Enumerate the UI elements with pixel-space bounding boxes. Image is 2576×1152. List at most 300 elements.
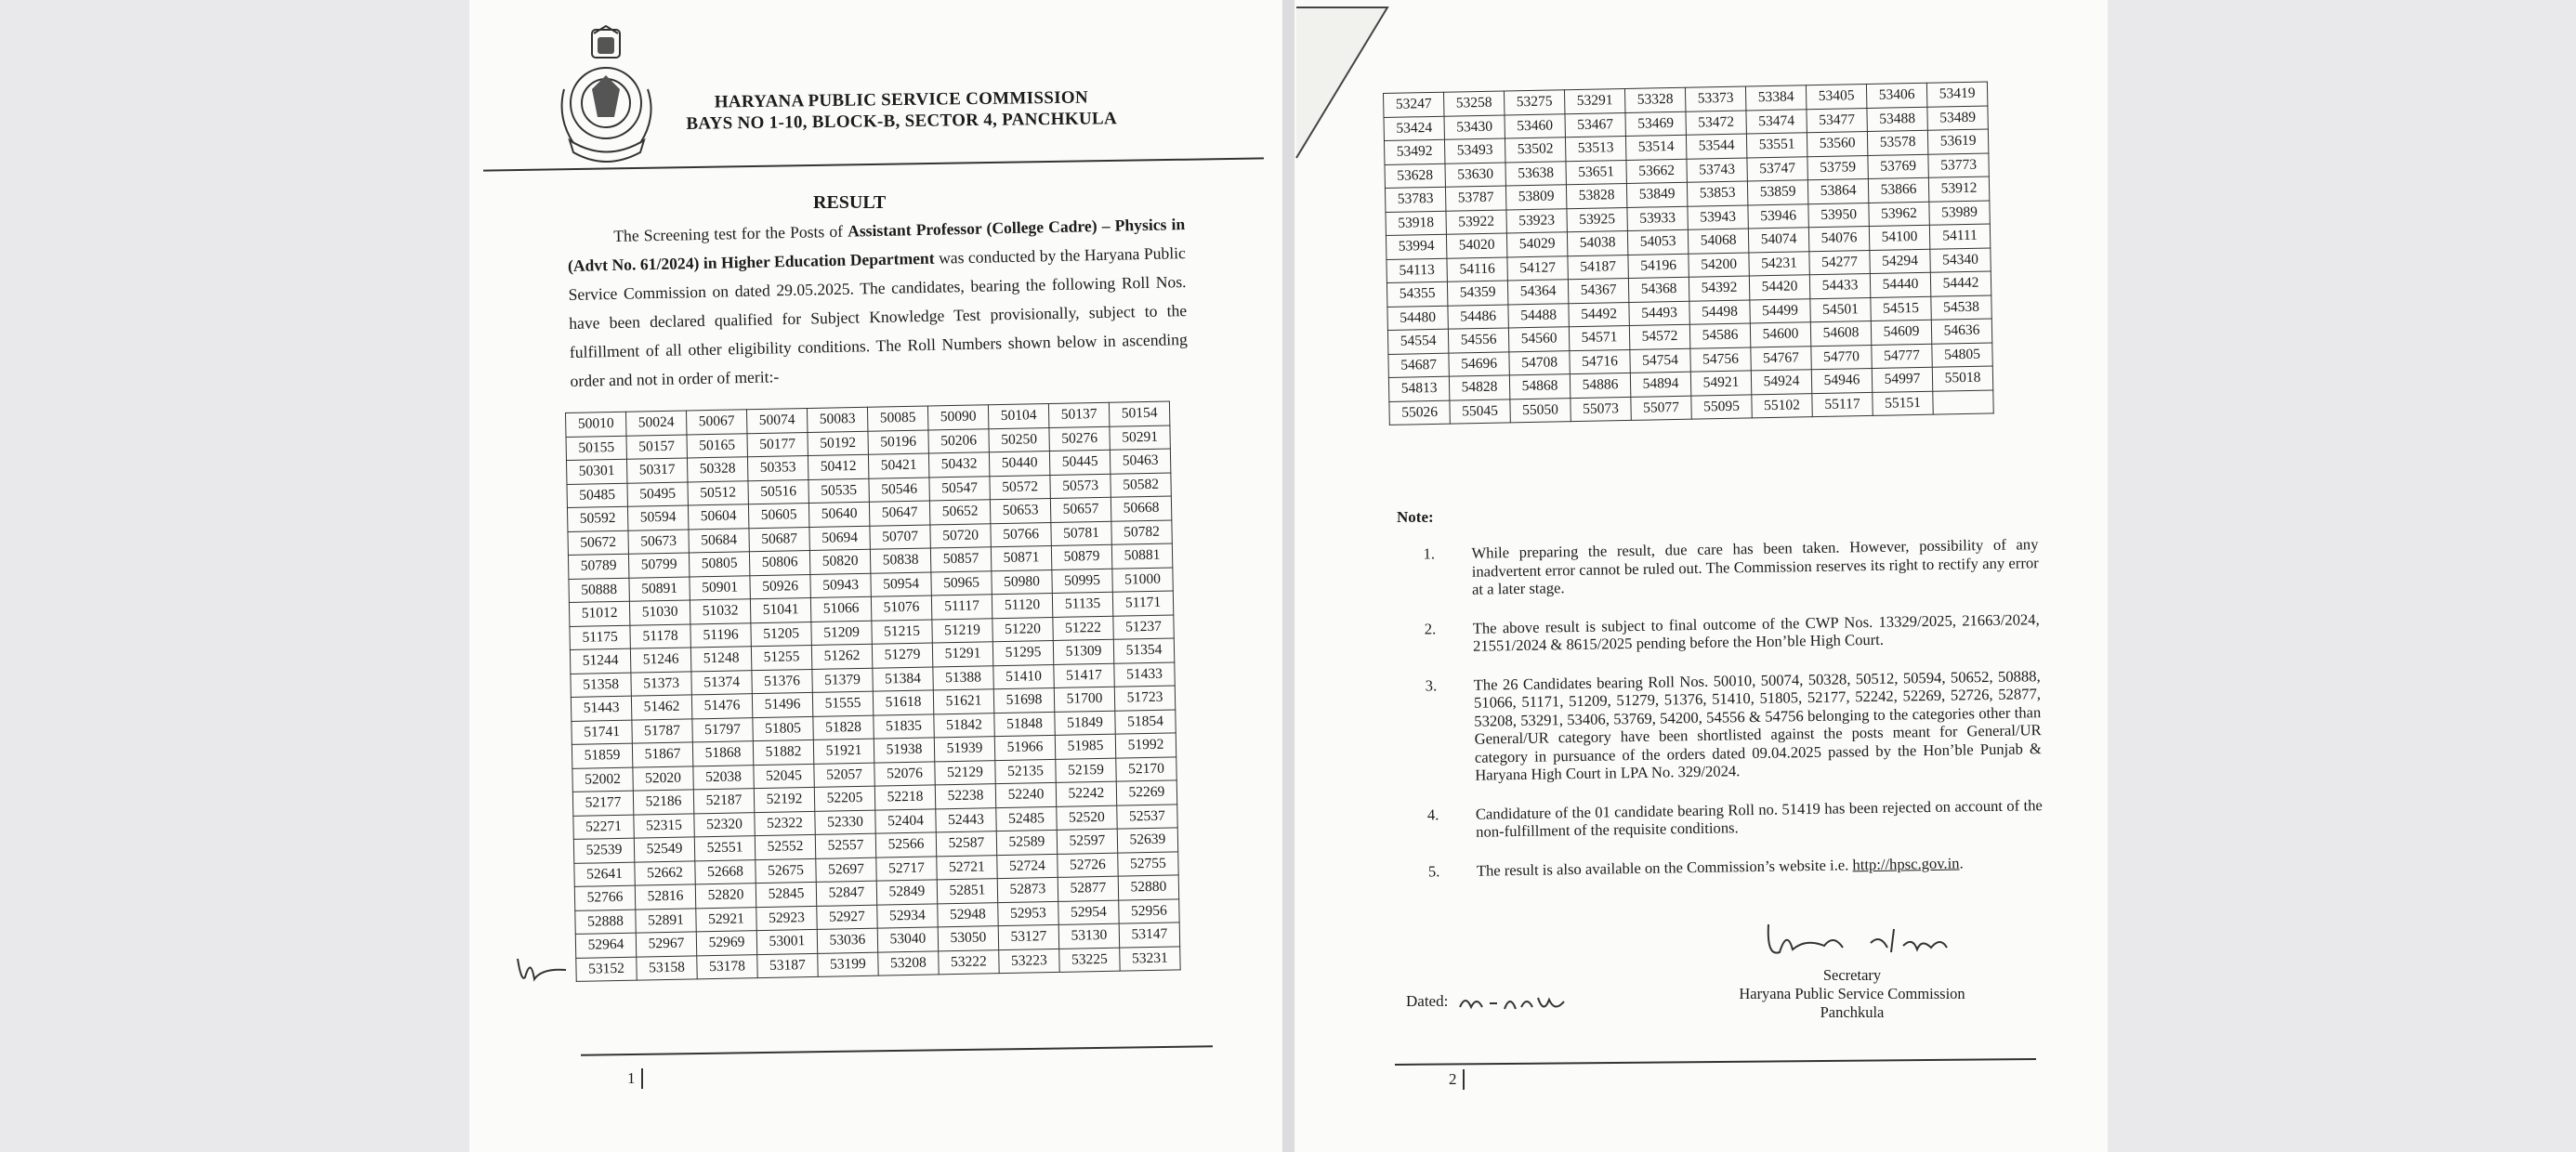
roll-number-cell: 53922 bbox=[1446, 209, 1506, 234]
roll-number-cell: 52404 bbox=[875, 808, 936, 833]
roll-number-cell: 52076 bbox=[874, 761, 935, 786]
roll-number-cell: 54294 bbox=[1870, 249, 1930, 274]
roll-number-cell: 54340 bbox=[1930, 247, 1991, 272]
roll-number-cell: 53950 bbox=[1808, 203, 1869, 228]
dated-label: Dated: bbox=[1406, 991, 1449, 1010]
roll-number-cell: 51248 bbox=[690, 647, 751, 672]
roll-number-cell: 50891 bbox=[629, 576, 690, 601]
roll-number-cell: 54813 bbox=[1388, 376, 1449, 401]
roll-number-cell: 53925 bbox=[1567, 207, 1627, 232]
roll-number-cell: 54493 bbox=[1629, 301, 1689, 326]
roll-number-cell: 50206 bbox=[928, 428, 989, 453]
roll-number-cell: 50137 bbox=[1048, 402, 1109, 427]
roll-number-cell: 50881 bbox=[1111, 543, 1172, 569]
roll-number-cell: 54355 bbox=[1387, 281, 1447, 307]
roll-number-cell: 54367 bbox=[1568, 278, 1628, 303]
roll-number-cell: 54359 bbox=[1447, 281, 1507, 306]
roll-number-cell: 54600 bbox=[1750, 322, 1810, 347]
roll-number-cell: 51030 bbox=[629, 600, 690, 625]
org-address: BAYS NO 1-10, BLOCK-B, SECTOR 4, PANCHKULA bbox=[686, 109, 1118, 134]
roll-number-cell: 54886 bbox=[1570, 373, 1630, 398]
roll-number-cell: 51120 bbox=[992, 593, 1052, 618]
roll-number-cell: 51496 bbox=[752, 692, 812, 717]
note-item bbox=[1402, 853, 2044, 881]
roll-number-cell: 53962 bbox=[1869, 202, 1929, 227]
roll-number-cell: 53787 bbox=[1445, 186, 1505, 211]
note-item bbox=[1400, 667, 2043, 786]
roll-number-cell: 54480 bbox=[1387, 306, 1448, 331]
roll-number-cell: 54777 bbox=[1872, 344, 1932, 369]
roll-number-cell: 53514 bbox=[1625, 135, 1686, 160]
roll-number-cell: 50652 bbox=[929, 500, 990, 525]
roll-number-cell: 52820 bbox=[695, 884, 756, 909]
roll-number-cell: 51041 bbox=[750, 597, 810, 622]
roll-number-cell: 53994 bbox=[1386, 234, 1446, 259]
roll-number-cell: 52322 bbox=[755, 811, 815, 836]
roll-number-cell: 54560 bbox=[1508, 327, 1569, 352]
roll-number-cell: 51985 bbox=[1055, 734, 1115, 759]
roll-number-cell: 52923 bbox=[756, 906, 817, 931]
roll-number-cell: 54767 bbox=[1751, 346, 1811, 371]
roll-number-cell: 53628 bbox=[1385, 164, 1445, 189]
roll-number-cell: 50485 bbox=[567, 483, 627, 508]
signature-block bbox=[1685, 938, 2019, 1022]
roll-number-cell: 54554 bbox=[1387, 329, 1448, 354]
roll-number-cell: 53158 bbox=[637, 955, 697, 980]
roll-number-cell: 52315 bbox=[634, 813, 694, 838]
roll-number-cell: 50085 bbox=[867, 406, 927, 431]
roll-number-cell: 51882 bbox=[753, 740, 813, 765]
roll-number-cell: 52953 bbox=[998, 901, 1058, 926]
roll-number-cell: 52755 bbox=[1118, 851, 1178, 876]
roll-number-cell: 50954 bbox=[871, 571, 931, 596]
roll-number-cell: 50707 bbox=[870, 524, 930, 549]
roll-number-cell: 54894 bbox=[1630, 372, 1690, 397]
roll-number-cell: 50546 bbox=[869, 477, 929, 502]
roll-number-cell: 53223 bbox=[999, 949, 1059, 974]
roll-number-cell: 50838 bbox=[870, 548, 930, 573]
roll-number-cell: 51462 bbox=[631, 695, 691, 720]
roll-number-cell: 51848 bbox=[994, 712, 1055, 737]
roll-number-cell: 50766 bbox=[991, 522, 1051, 547]
note-text bbox=[1473, 610, 2041, 656]
roll-number-cell: 54572 bbox=[1629, 324, 1689, 349]
roll-number-cell: 51255 bbox=[751, 645, 811, 670]
roll-number-cell: 51196 bbox=[690, 622, 751, 648]
roll-number-cell: 50573 bbox=[1050, 474, 1111, 499]
roll-number-cell: 53231 bbox=[1120, 946, 1180, 971]
roll-number-cell: 51175 bbox=[570, 625, 630, 650]
roll-number-cell: 50157 bbox=[626, 434, 687, 459]
roll-number-cell: 53291 bbox=[1564, 88, 1624, 113]
roll-number-cell: 53127 bbox=[998, 924, 1058, 949]
note-number: 2. bbox=[1424, 619, 1437, 638]
roll-number-cell: 53651 bbox=[1566, 160, 1626, 185]
handwritten-date-icon bbox=[1452, 987, 1583, 1018]
roll-number-cell: 53578 bbox=[1867, 130, 1927, 155]
notes-list bbox=[1397, 515, 2044, 881]
roll-number-cell: 50805 bbox=[689, 552, 749, 577]
roll-number-cell: 50412 bbox=[808, 454, 868, 479]
roll-number-cell: 50572 bbox=[990, 475, 1050, 500]
roll-number-cell: 50516 bbox=[748, 479, 808, 504]
roll-number-cell: 52954 bbox=[1058, 900, 1119, 925]
roll-number-cell: 53638 bbox=[1505, 161, 1566, 186]
roll-number-cell: 51992 bbox=[1115, 733, 1176, 758]
roll-number-cell: 51966 bbox=[994, 735, 1055, 760]
roll-number-cell: 52566 bbox=[875, 832, 936, 857]
roll-number-cell: 50799 bbox=[628, 553, 689, 578]
roll-number-cell: 52948 bbox=[938, 902, 998, 927]
roll-number-cell: 53467 bbox=[1565, 112, 1625, 137]
roll-number-cell: 53912 bbox=[1928, 177, 1989, 202]
note-text bbox=[1471, 535, 2039, 598]
note-number: 3. bbox=[1425, 675, 1438, 695]
roll-number-cell: 52934 bbox=[877, 903, 938, 928]
roll-number-cell: 53477 bbox=[1807, 108, 1867, 133]
note-item bbox=[1397, 535, 2039, 599]
roll-number-cell: 52721 bbox=[937, 855, 997, 880]
roll-number-cell: 51388 bbox=[933, 665, 993, 690]
roll-number-cell: 52192 bbox=[754, 787, 814, 812]
roll-number-cell: 54038 bbox=[1567, 230, 1627, 255]
roll-number-cell: 54687 bbox=[1388, 353, 1449, 378]
roll-number-cell: 51621 bbox=[933, 689, 993, 714]
roll-number-cell: 50604 bbox=[688, 504, 748, 530]
roll-number-cell: 52589 bbox=[996, 830, 1057, 855]
roll-number-cell: 54946 bbox=[1811, 368, 1872, 393]
roll-number-cell: 52186 bbox=[633, 790, 693, 815]
roll-number-cell: 51373 bbox=[631, 671, 691, 696]
roll-number-cell: 52888 bbox=[575, 910, 636, 935]
roll-number-cell: 50547 bbox=[929, 476, 990, 501]
note-text-body: While preparing the result, due care has been taken. However, possibility of any inadvertent error cannot be ruled out. The Commission reserves its right to rectify any error at a later stage. bbox=[1471, 535, 2039, 598]
roll-number-cell: 51443 bbox=[571, 696, 631, 721]
roll-number-cell: 52135 bbox=[995, 759, 1056, 784]
roll-number-cell: 52552 bbox=[755, 834, 815, 859]
roll-number-cell: 54538 bbox=[1931, 295, 1991, 320]
roll-number-cell: 50782 bbox=[1111, 519, 1172, 544]
note-text bbox=[1474, 667, 2043, 785]
roll-number-cell: 53036 bbox=[817, 928, 877, 953]
note-item bbox=[1401, 796, 2044, 843]
roll-number-cell: 54076 bbox=[1808, 226, 1869, 251]
roll-number-cell: 50440 bbox=[989, 451, 1049, 476]
roll-number-cell: 53208 bbox=[878, 950, 939, 975]
roll-number-cell: 50445 bbox=[1049, 450, 1110, 475]
roll-number-cell: 52726 bbox=[1058, 853, 1118, 878]
roll-number-cell: 50328 bbox=[687, 457, 747, 482]
roll-number-cell: 51828 bbox=[813, 715, 874, 740]
roll-number-cell: 53472 bbox=[1686, 110, 1746, 135]
roll-number-cell: 52020 bbox=[633, 766, 693, 791]
roll-number-cell: 50901 bbox=[690, 575, 750, 600]
roll-number-cell: 50165 bbox=[687, 433, 747, 458]
roll-number-cell: 54997 bbox=[1872, 367, 1932, 392]
footer-divider bbox=[1395, 1058, 2036, 1066]
roll-number-cell: 52964 bbox=[575, 933, 636, 958]
roll-number-cell: 52269 bbox=[1116, 780, 1176, 805]
roll-number-cell: 50291 bbox=[1110, 425, 1170, 451]
note-number: 4. bbox=[1426, 805, 1439, 824]
roll-number-cell: 50512 bbox=[688, 480, 748, 505]
roll-number-cell: 54921 bbox=[1690, 371, 1751, 396]
roll-number-cell: 53933 bbox=[1627, 206, 1688, 231]
roll-number-cell: 54716 bbox=[1570, 349, 1630, 374]
roll-number-cell: 51279 bbox=[872, 643, 932, 668]
roll-number-cell: 50605 bbox=[748, 503, 808, 528]
roll-number-cell: 52845 bbox=[756, 882, 816, 907]
roll-number-cell: 55095 bbox=[1691, 394, 1752, 419]
roll-number-cell: 55077 bbox=[1631, 396, 1691, 421]
roll-number-cell: 50995 bbox=[1052, 569, 1112, 594]
roll-number-cell: 53489 bbox=[1927, 106, 1988, 131]
roll-number-cell: 50789 bbox=[568, 554, 628, 579]
roll-number-cell: 55026 bbox=[1389, 400, 1450, 425]
roll-number-cell: 50582 bbox=[1111, 472, 1171, 497]
roll-number-cell: 51433 bbox=[1114, 661, 1175, 687]
note-text-body: The result is also available on the Commission’s website i.e. bbox=[1476, 855, 1853, 880]
roll-number-cell: 51222 bbox=[1053, 616, 1113, 641]
roll-number-cell: 50980 bbox=[992, 569, 1052, 595]
roll-number-cell: 53783 bbox=[1385, 187, 1445, 212]
roll-number-cell: 50104 bbox=[988, 404, 1048, 429]
roll-number-cell: 50673 bbox=[628, 529, 689, 554]
roll-number-cell: 51374 bbox=[691, 670, 752, 695]
page-number: 1 bbox=[627, 1069, 636, 1087]
roll-number-cell: 50668 bbox=[1111, 496, 1171, 521]
roll-number-cell: 53747 bbox=[1747, 156, 1807, 181]
roll-number-cell: 53864 bbox=[1807, 178, 1868, 203]
roll-number-cell: 52187 bbox=[693, 789, 754, 814]
roll-number-cell: 54492 bbox=[1569, 302, 1629, 327]
roll-number-cell: 50871 bbox=[991, 545, 1051, 570]
roll-number-cell: 52129 bbox=[935, 760, 995, 785]
roll-number-cell: 53849 bbox=[1626, 182, 1687, 207]
roll-number-cell: 51220 bbox=[992, 617, 1053, 642]
roll-number-cell: 53424 bbox=[1384, 116, 1444, 141]
roll-number-cell: 53469 bbox=[1625, 111, 1686, 137]
roll-number-cell: 51939 bbox=[934, 737, 994, 762]
roll-number-cell: 53544 bbox=[1686, 134, 1746, 159]
roll-number-cell: 54868 bbox=[1509, 374, 1570, 399]
roll-number-cell: 53147 bbox=[1119, 923, 1179, 948]
roll-number-cell: 52240 bbox=[995, 782, 1056, 807]
roll-number-cell: 54696 bbox=[1449, 351, 1509, 376]
roll-number-cell: 54074 bbox=[1748, 228, 1808, 253]
roll-number-cell: 52641 bbox=[574, 862, 635, 887]
roll-number-cell: 51868 bbox=[692, 741, 753, 766]
roll-number-cell: 52851 bbox=[937, 879, 997, 904]
roll-number-cell: 50720 bbox=[930, 523, 991, 548]
page-number: 2 bbox=[1449, 1070, 1457, 1088]
roll-number-cell: 54113 bbox=[1387, 258, 1447, 283]
roll-number-cell: 53373 bbox=[1685, 86, 1745, 111]
roll-number-cell: 51698 bbox=[993, 687, 1054, 713]
roll-number-cell: 52877 bbox=[1058, 876, 1118, 901]
roll-number-cell: 52662 bbox=[635, 860, 695, 885]
roll-number-cell: 53474 bbox=[1746, 109, 1807, 134]
roll-number-cell: 52271 bbox=[573, 815, 634, 840]
page-gutter bbox=[1282, 0, 1295, 1152]
roll-number-cell: 51842 bbox=[934, 713, 994, 738]
roll-number-cell: 51309 bbox=[1053, 639, 1113, 664]
roll-number-cell: 53619 bbox=[1927, 129, 1988, 154]
roll-number-cell: 51555 bbox=[812, 691, 873, 716]
roll-number-cell: 51741 bbox=[572, 720, 632, 745]
roll-number-cell: 54609 bbox=[1871, 320, 1931, 345]
roll-number-cell: 50684 bbox=[689, 528, 749, 553]
note-heading: Note: bbox=[1397, 508, 1434, 526]
roll-number-cell: 50421 bbox=[868, 453, 928, 478]
roll-number-cell: 52675 bbox=[756, 858, 816, 884]
roll-number-cell: 51379 bbox=[812, 668, 873, 693]
roll-number-cell: 54770 bbox=[1811, 345, 1872, 370]
roll-number-cell: 50090 bbox=[927, 405, 988, 430]
roll-number-cell: 53488 bbox=[1867, 107, 1927, 132]
roll-number-cell: 50857 bbox=[930, 547, 991, 572]
roll-number-cell: 51384 bbox=[873, 666, 933, 691]
page-number-bar bbox=[641, 1068, 643, 1089]
roll-number-cell: 51178 bbox=[630, 623, 690, 648]
roll-number-cell: 50353 bbox=[747, 455, 808, 480]
roll-number-cell: 54498 bbox=[1689, 299, 1750, 324]
roll-number-table-page1 bbox=[565, 401, 1181, 982]
roll-number-cell: 51867 bbox=[632, 742, 692, 767]
roll-number-cell: 50196 bbox=[868, 429, 928, 454]
roll-number-cell: 53419 bbox=[1926, 82, 1987, 107]
roll-number-cell: 53001 bbox=[756, 929, 817, 954]
roll-number-cell: 50067 bbox=[686, 410, 746, 435]
roll-number-cell: 53773 bbox=[1928, 152, 1989, 177]
roll-number-cell: 54756 bbox=[1690, 347, 1751, 372]
roll-number-cell: 50074 bbox=[746, 408, 807, 433]
roll-number-cell: 52443 bbox=[936, 807, 996, 832]
roll-number-cell: 52956 bbox=[1119, 898, 1179, 923]
roll-number-cell: 53502 bbox=[1505, 137, 1565, 163]
roll-number-cell: 51849 bbox=[1055, 711, 1115, 736]
roll-number-cell: 50657 bbox=[1050, 497, 1111, 522]
roll-number-cell: 54231 bbox=[1749, 251, 1809, 276]
roll-number-cell: 51171 bbox=[1112, 591, 1173, 616]
roll-number-cell: 53247 bbox=[1384, 92, 1444, 117]
roll-number-cell: 52170 bbox=[1116, 756, 1176, 781]
website-link[interactable]: http://hpsc.gov.in bbox=[1852, 854, 1960, 873]
roll-number-cell: 52057 bbox=[814, 763, 874, 788]
roll-number-cell: 54068 bbox=[1688, 229, 1748, 254]
roll-number-cell: 51618 bbox=[873, 690, 933, 715]
roll-number-table-page2 bbox=[1383, 82, 1994, 425]
roll-number-cell: 50155 bbox=[566, 436, 626, 461]
roll-number-cell: 53178 bbox=[697, 954, 757, 979]
roll-number-cell: 53551 bbox=[1746, 133, 1807, 158]
roll-number-cell: 52539 bbox=[573, 838, 634, 863]
roll-number-cell: 52038 bbox=[693, 765, 754, 790]
roll-number-cell: 52597 bbox=[1057, 829, 1117, 854]
roll-number-cell: 53187 bbox=[757, 953, 818, 978]
roll-number-cell: 51032 bbox=[690, 599, 750, 624]
signatory-org: Haryana Public Service Commission bbox=[1739, 985, 1965, 1002]
roll-number-cell: 52816 bbox=[635, 884, 695, 910]
roll-number-cell: 53513 bbox=[1565, 136, 1625, 161]
roll-number-cell: 53943 bbox=[1688, 204, 1748, 229]
roll-number-cell: 54277 bbox=[1809, 250, 1870, 275]
roll-number-cell: 53809 bbox=[1505, 185, 1566, 210]
roll-number-cell: 50687 bbox=[749, 527, 809, 552]
roll-number-cell: 53493 bbox=[1444, 138, 1505, 164]
roll-number-cell: 50192 bbox=[808, 431, 868, 456]
roll-number-cell: 50965 bbox=[931, 570, 992, 596]
roll-number-cell: 52847 bbox=[816, 881, 876, 906]
roll-number-cell: 52921 bbox=[696, 907, 756, 932]
roll-number-cell: 50177 bbox=[747, 432, 808, 457]
roll-number-cell: 51066 bbox=[810, 596, 871, 622]
roll-number-cell: 51921 bbox=[813, 739, 874, 764]
roll-number-cell: 54187 bbox=[1568, 255, 1628, 280]
note-item bbox=[1399, 610, 2041, 657]
roll-number-cell: 52242 bbox=[1056, 781, 1116, 806]
roll-number-cell: 52177 bbox=[572, 791, 633, 816]
roll-number-cell: 51854 bbox=[1115, 709, 1176, 734]
roll-number-cell: 50879 bbox=[1051, 544, 1111, 569]
roll-number-cell: 54486 bbox=[1448, 304, 1508, 329]
roll-number-cell: 54364 bbox=[1507, 280, 1568, 305]
roll-number-cell: 50024 bbox=[625, 411, 686, 436]
roll-number-cell: 52873 bbox=[997, 877, 1058, 902]
roll-number-cell: 51117 bbox=[931, 595, 992, 620]
roll-number-cell: 52639 bbox=[1117, 828, 1177, 853]
roll-number-cell: 54368 bbox=[1628, 277, 1689, 302]
roll-number-cell: 54442 bbox=[1930, 271, 1991, 296]
roll-number-cell: 54440 bbox=[1870, 272, 1930, 297]
roll-number-cell: 51358 bbox=[571, 673, 631, 698]
roll-number-cell: 50820 bbox=[809, 549, 870, 574]
roll-number-cell: 51787 bbox=[632, 718, 692, 743]
roll-number-cell: 54196 bbox=[1628, 254, 1689, 279]
roll-number-cell: 50154 bbox=[1109, 401, 1169, 426]
roll-number-cell: 53130 bbox=[1058, 923, 1119, 949]
roll-number-cell: 54029 bbox=[1506, 232, 1567, 257]
roll-number-cell: 50647 bbox=[869, 501, 929, 526]
roll-number-cell: 52849 bbox=[876, 880, 937, 905]
roll-number-cell: 54392 bbox=[1689, 276, 1749, 301]
intro-text-end: was conducted by the Haryana Public Service Commission on dated 29.05.2025. The candidates, bearing the following Roll Nos. have been declared qualified for Subject Knowledge Test provisionally, subject to the fulfillment of all other eligibility conditions. The Roll Numbers shown below in ascending order and not in order of merit:- bbox=[568, 243, 1188, 390]
roll-number-cell: 54501 bbox=[1810, 297, 1871, 322]
roll-number-cell: 52969 bbox=[696, 931, 756, 956]
roll-number-cell: 52520 bbox=[1057, 805, 1117, 831]
roll-number-cell: 51417 bbox=[1054, 663, 1114, 688]
roll-number-cell: 53866 bbox=[1868, 177, 1928, 203]
roll-number-cell: 51295 bbox=[992, 640, 1053, 665]
roll-number-cell: 53199 bbox=[818, 952, 878, 977]
roll-number-cell: 53460 bbox=[1505, 113, 1565, 138]
roll-number-cell: 51354 bbox=[1113, 638, 1174, 663]
roll-number-cell: 52002 bbox=[572, 767, 633, 792]
signatory-place: Panchkula bbox=[1820, 1003, 1885, 1021]
roll-number-cell: 53662 bbox=[1626, 159, 1687, 184]
roll-number-cell: 52537 bbox=[1117, 804, 1177, 829]
roll-number-cell: 53630 bbox=[1445, 162, 1505, 187]
note-text-body: The above result is subject to final outcome of the CWP Nos. 13329/2025, 21663/2024, 21551/2024 & 8615/2025 pending before the Hon’ble High Court. bbox=[1472, 609, 2040, 655]
roll-number-cell: 51410 bbox=[993, 664, 1054, 689]
roll-number-cell: 51476 bbox=[691, 694, 752, 719]
roll-number-cell: 55045 bbox=[1450, 399, 1510, 424]
roll-number-cell: 54571 bbox=[1569, 325, 1629, 350]
roll-number-cell: 52717 bbox=[876, 856, 937, 881]
roll-number-cell: 50594 bbox=[627, 505, 688, 530]
roll-number-cell: 51938 bbox=[874, 738, 934, 763]
roll-number-cell: 52557 bbox=[815, 833, 875, 858]
